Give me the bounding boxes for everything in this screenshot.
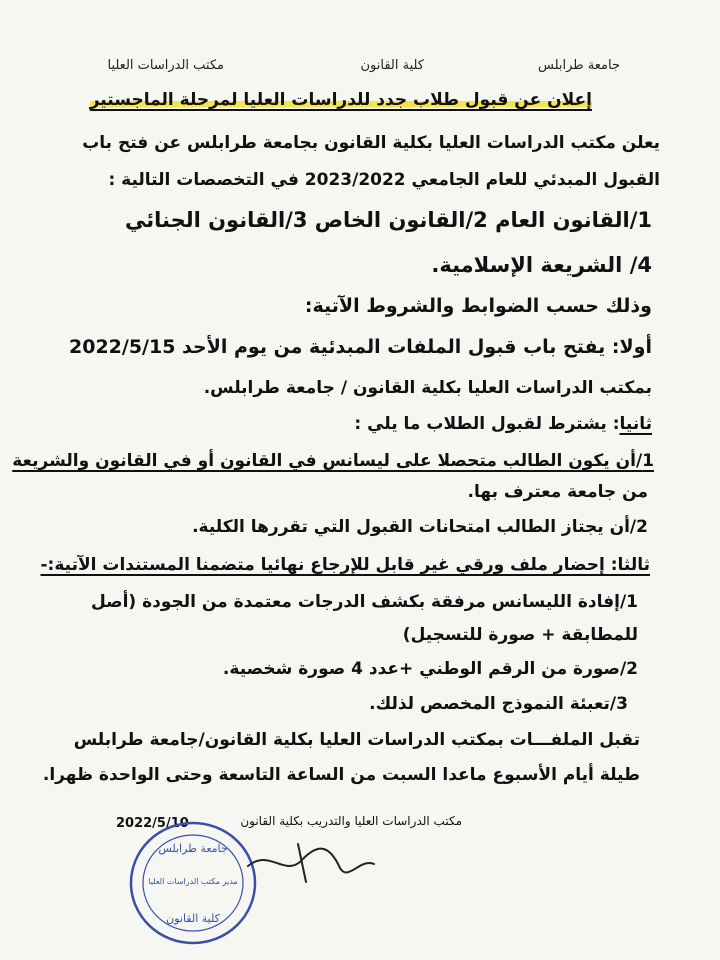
third-heading — [40, 555, 650, 575]
announcement-title: إعلان عن قبول طلاب جدد للدراسات العليا لمرحلة الماجستير — [89, 90, 592, 110]
footer-office: مكتب الدراسات العليا والتدريب بكلية القانون — [240, 814, 462, 828]
header-faculty: كلية القانون — [360, 58, 424, 73]
official-stamp — [128, 818, 258, 948]
stamp-bottom-text: كلية القانون — [166, 912, 220, 925]
third-item-1: 1/إفادة الليسانس مرفقة بكشف الدرجات معتمدة من الجودة (أصل — [90, 592, 638, 612]
third-item-3: 3/تعبئة النموذج المخصص لذلك. — [369, 694, 628, 714]
stamp-middle-text: مدير مكتب الدراسات العليا — [148, 877, 238, 886]
intro-line-2: القبول المبدئي للعام الجامعي 2023/2022 في التخصصات التالية : — [108, 170, 660, 190]
header-office: مكتب الدراسات العليا — [107, 58, 224, 73]
third-item-1-cont: للمطابقة + صورة للتسجيل) — [402, 625, 638, 645]
third-item-2: 2/صورة من الرقم الوطني +عدد 4 صورة شخصية. — [222, 659, 638, 679]
conditions-intro: وذلك حسب الضوابط والشروط الآتية: — [304, 295, 652, 317]
specializations-line-1: 1/القانون العام 2/القانون الخاص 3/القانون الجنائي — [124, 208, 652, 232]
header-university: جامعة طرابلس — [538, 58, 620, 73]
first-line-1: أولا: يفتح باب قبول الملفات المبدئية من يوم الأحد 2022/5/15 — [69, 336, 652, 358]
intro-line-1: يعلن مكتب الدراسات العليا بكلية القانون بجامعة طرابلس عن فتح باب — [82, 133, 660, 153]
second-item-1-cont: من جامعة معترف بها. — [467, 482, 648, 502]
first-line-2: بمكتب الدراسات العليا بكلية القانون / جامعة طرابلس. — [203, 378, 652, 398]
second-heading — [354, 414, 652, 434]
third-label: ثالثا — [617, 555, 650, 575]
second-item-1: 1/أن يكون الطالب متحصلا على ليسانس في القانون أو في القانون والشريعة — [12, 451, 654, 471]
signature — [240, 838, 380, 888]
third-heading-text: : إحضار ملف ورقي غير قابل للإرجاع نهائيا متضمنا المستندات الآتية:- — [40, 555, 618, 575]
closing-line-1: تقبل الملفـــات بمكتب الدراسات العليا بكلية القانون/جامعة طرابلس — [73, 730, 640, 750]
second-label: ثانيا — [619, 414, 652, 434]
closing-line-2: طيلة أيام الأسبوع ماعدا السبت من الساعة التاسعة وحتى الواحدة ظهرا. — [42, 765, 640, 785]
footer-date: 2022/5/10 — [116, 816, 189, 831]
stamp-top-text: جامعة طرابلس — [158, 842, 228, 855]
second-heading-text: : يشترط لقبول الطلاب ما يلي : — [354, 414, 620, 434]
second-item-2: 2/أن يجتاز الطالب امتحانات القبول التي تقررها الكلية. — [192, 517, 648, 537]
specializations-line-2: 4/ الشريعة الإسلامية. — [431, 253, 652, 277]
